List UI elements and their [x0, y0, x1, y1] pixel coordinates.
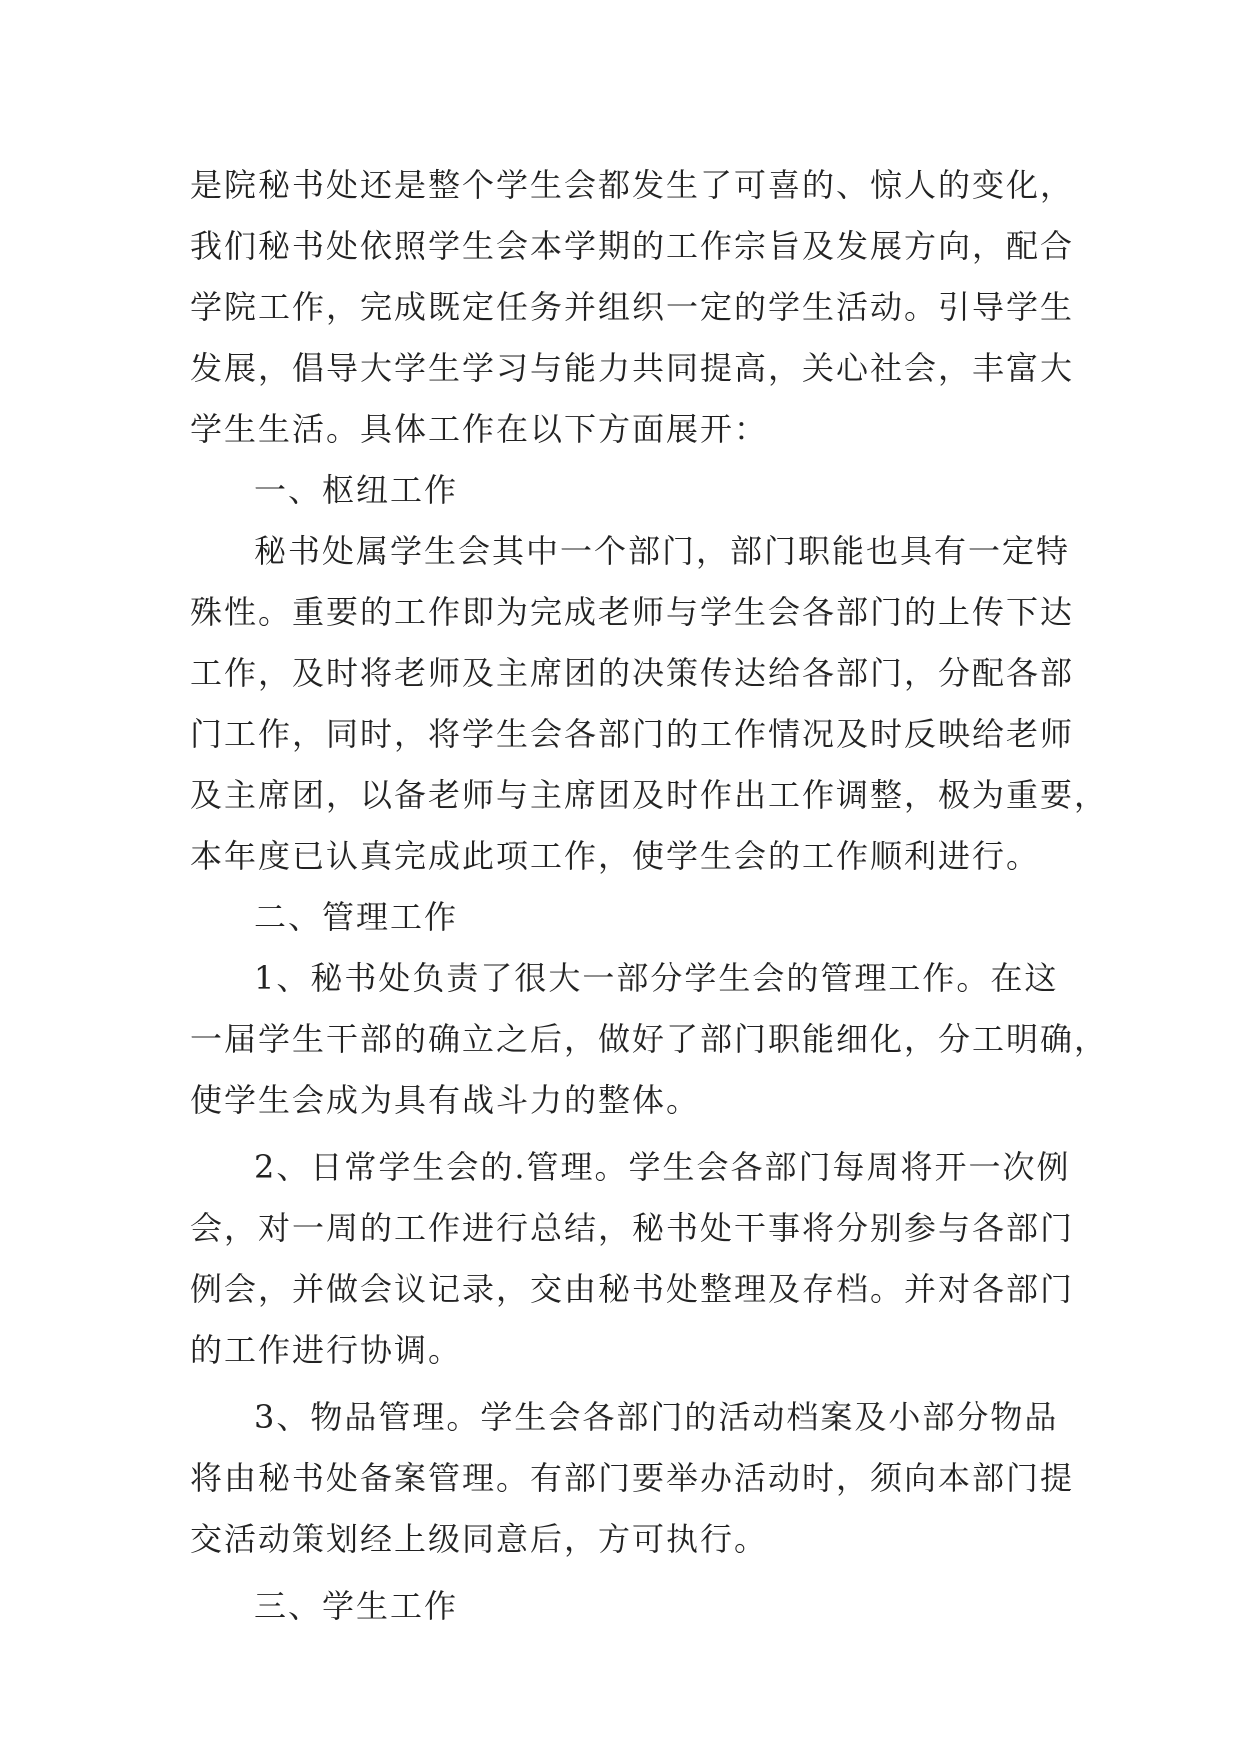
- text-line: 例会，并做会议记录，交由秘书处整理及存档。并对各部门: [190, 1270, 1075, 1308]
- text-line: 2、日常学生会的.管理。学生会各部门每周将开一次例: [254, 1148, 1071, 1186]
- text-line: 发展，倡导大学生学习与能力共同提高，关心社会，丰富大: [190, 349, 1075, 387]
- text-line: 交活动策划经上级同意后，方可执行。: [190, 1520, 769, 1558]
- section-heading: 一、枢纽工作: [254, 471, 459, 509]
- text-line: 3、物品管理。学生会各部门的活动档案及小部分物品: [254, 1398, 1059, 1436]
- text-line: 1、秘书处负责了很大一部分学生会的管理工作。在这: [254, 959, 1059, 997]
- text-line: 学生生活。具体工作在以下方面展开：: [190, 410, 769, 448]
- text-line: 是院秘书处还是整个学生会都发生了可喜的、惊人的变化，: [190, 166, 1075, 204]
- document-body: [190, 155, 1109, 1637]
- text-line: 本年度已认真完成此项工作，使学生会的工作顺利进行。: [190, 837, 1041, 875]
- text-line: 殊性。重要的工作即为完成老师与学生会各部门的上传下达: [190, 593, 1075, 631]
- section-heading: 二、管理工作: [254, 898, 459, 936]
- text-line: 学院工作，完成既定任务并组织一定的学生活动。引导学生: [190, 288, 1075, 326]
- text-line: 将由秘书处备案管理。有部门要举办活动时，须向本部门提: [190, 1459, 1075, 1497]
- text-line: 及主席团，以备老师与主席团及时作出工作调整，极为重要，: [190, 776, 1109, 814]
- text-line: 使学生会成为具有战斗力的整体。: [190, 1081, 701, 1119]
- text-line: 的工作进行协调。: [190, 1331, 463, 1369]
- text-line: 我们秘书处依照学生会本学期的工作宗旨及发展方向，配合: [190, 227, 1075, 265]
- text-line: 门工作，同时，将学生会各部门的工作情况及时反映给老师: [190, 715, 1075, 753]
- section-heading: 三、学生工作: [254, 1587, 459, 1625]
- text-line: 一届学生干部的确立之后，做好了部门职能细化，分工明确，: [190, 1020, 1109, 1058]
- text-line: 工作，及时将老师及主席团的决策传达给各部门，分配各部: [190, 654, 1075, 692]
- text-line: 会，对一周的工作进行总结，秘书处干事将分别参与各部门: [190, 1209, 1075, 1247]
- text-line: 秘书处属学生会其中一个部门，部门职能也具有一定特: [254, 532, 1071, 570]
